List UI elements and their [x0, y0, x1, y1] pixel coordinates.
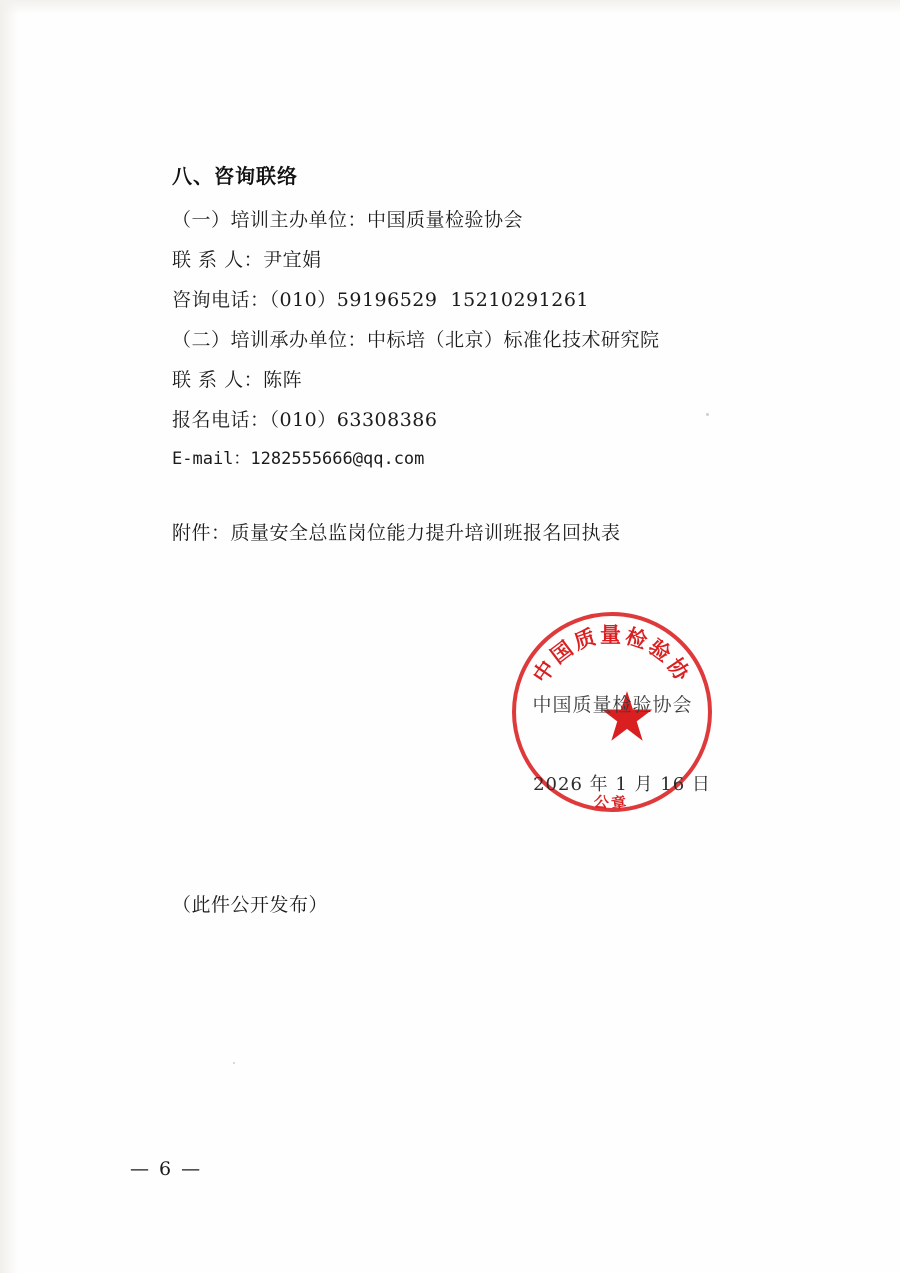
contact-line-undertaker: （二）培训承办单位：中标培（北京）标准化技术研究院 — [172, 329, 660, 351]
seal-bottom-label: 公章 — [592, 792, 632, 812]
contact-line-organizer-person: 联 系 人：尹宜娟 — [172, 249, 322, 271]
contact-line-undertaker-person: 联 系 人：陈阵 — [172, 369, 303, 391]
seal-date: 2026 年 1 月 16 日 — [533, 774, 711, 795]
scan-speck — [233, 1062, 235, 1064]
public-release-note: （此件公开发布） — [172, 894, 329, 916]
official-seal — [512, 612, 742, 822]
contact-line-organizer-phone: 咨询电话：（010）59196529 15210291261 — [172, 289, 590, 311]
section-heading: 八、咨询联络 — [172, 164, 298, 188]
page-number: — 6 — — [130, 1158, 203, 1180]
contact-line-organizer: （一）培训主办单位：中国质量检验协会 — [172, 209, 524, 231]
attachment-note: 附件：质量安全总监岗位能力提升培训班报名回执表 — [172, 522, 621, 544]
contact-line-registration-phone: 报名电话：（010）63308386 — [172, 409, 438, 431]
contact-line-email: E-mail：1282555666@qq.com — [172, 449, 425, 469]
scan-edge-shading-left — [0, 0, 18, 1273]
seal-overprint-organization: 中国质量检验协会 — [532, 694, 693, 716]
document-body — [172, 160, 772, 564]
seal-arc-label: 中国质量检验协 — [528, 623, 696, 688]
scan-edge-shading-top — [0, 0, 900, 14]
